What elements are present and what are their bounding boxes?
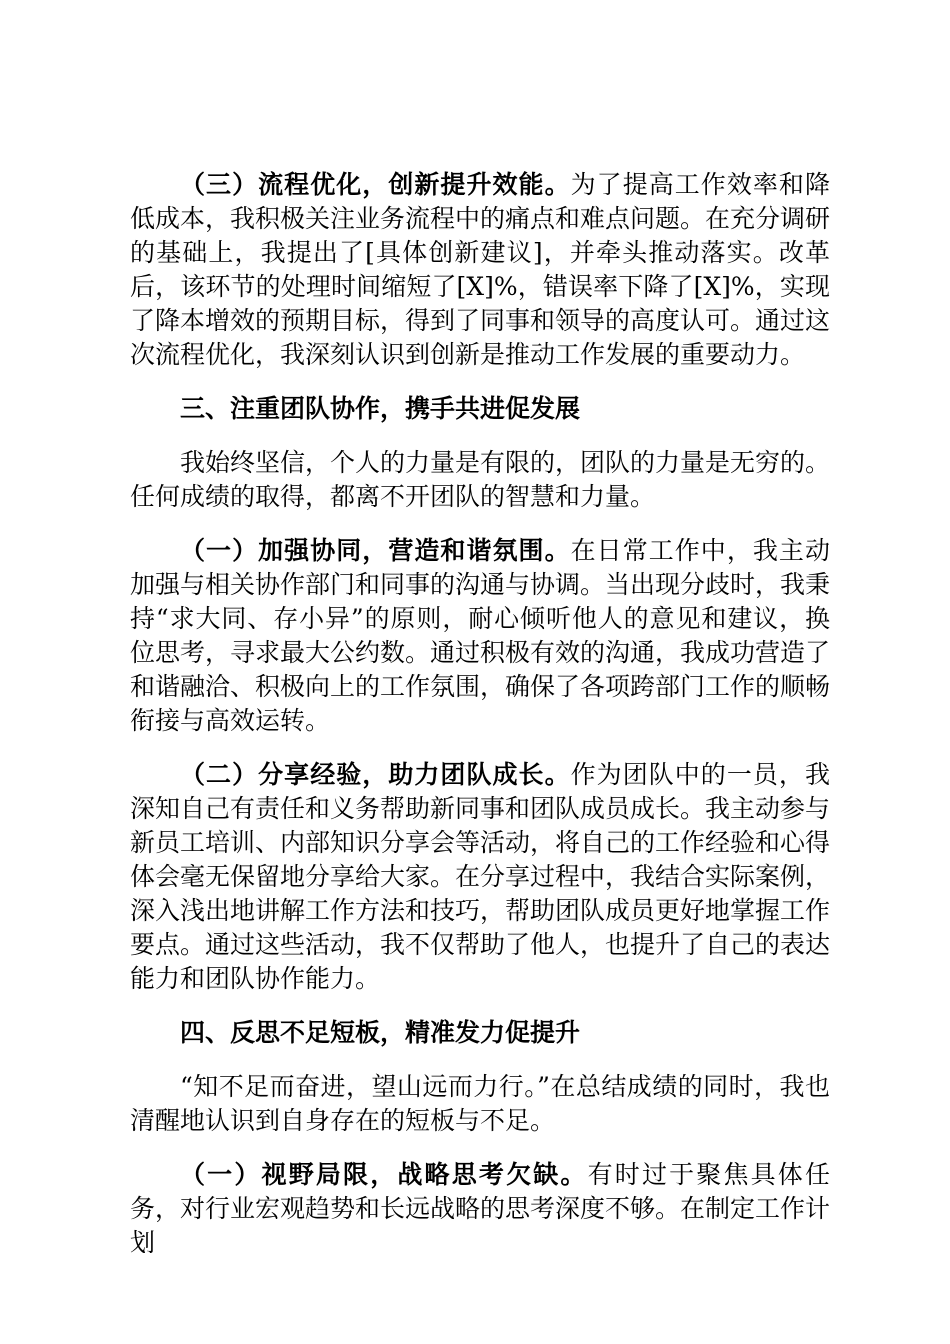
paragraph-vision-limitation [130,1158,830,1260]
paragraph-text: 在日常工作中，我主动加强与相关协作部门和同事的沟通与协调。当出现分歧时，我秉持“求大同、存小异”的原则，耐心倾听他人的意见和建议，换位思考，寻求最大公约数。通过积极有效的沟通，我成功营造了和谐融洽、积极向上的工作氛围，确保了各项跨部门工作的顺畅衔接与高效运转。 [130,536,831,735]
paragraph-lead: （三）流程优化，创新提升效能。 [180,170,571,199]
paragraph-text: 作为团队中的一员，我深知自己有责任和义务帮助新同事和团队成员成长。我主动参与新员工培训、内部知识分享会等活动，将自己的工作经验和心得体会毫无保留地分享给大家。在分享过程中，我结合实际案例，深入浅出地讲解工作方法和技巧，帮助团队成员更好地掌握工作要点。通过这些活动，我不仅帮助了他人，也提升了自己的表达能力和团队协作能力。 [130,760,831,993]
document-page [130,168,830,1280]
paragraph-share-experience [130,758,830,996]
paragraph-lead: （二）分享经验，助力团队成长。 [180,760,571,789]
paragraph-reflection-intro [130,1070,830,1138]
paragraph-text: 我始终坚信，个人的力量是有限的，团队的力量是无穷的。任何成绩的取得，都离不开团队的智慧和力量。 [130,448,831,511]
section-heading-reflection: 四、反思不足短板，精准发力促提升 [180,1018,581,1047]
paragraph-text: “知不足而奋进，望山远而力行。”在总结成绩的同时，我也清醒地认识到自身存在的短板与不足。 [130,1072,830,1135]
paragraph-lead: （一）加强协同，营造和谐氛围。 [180,536,571,565]
paragraph-collaboration [130,534,830,738]
paragraph-text: 为了提高工作效率和降低成本，我积极关注业务流程中的痛点和难点问题。在充分调研的基础上，我提出了[具体创新建议]，并牵头推动落实。改革后，该环节的处理时间缩短了[X]%，错误率下降了[X]%，实现了降本增效的预期目标，得到了同事和领导的高度认可。通过这次流程优化，我深刻认识到创新是推动工作发展的重要动力。 [130,170,831,369]
paragraph-process-optimization [130,168,830,372]
section-heading-teamwork: 三、注重团队协作，携手共进促发展 [180,394,581,423]
paragraph-text: 有时过于聚焦具体任务，对行业宏观趋势和长远战略的思考深度不够。在制定工作计划 [130,1160,831,1257]
paragraph-teamwork-intro [130,446,830,514]
paragraph-lead: （一）视野局限，战略思考欠缺。 [180,1160,588,1189]
